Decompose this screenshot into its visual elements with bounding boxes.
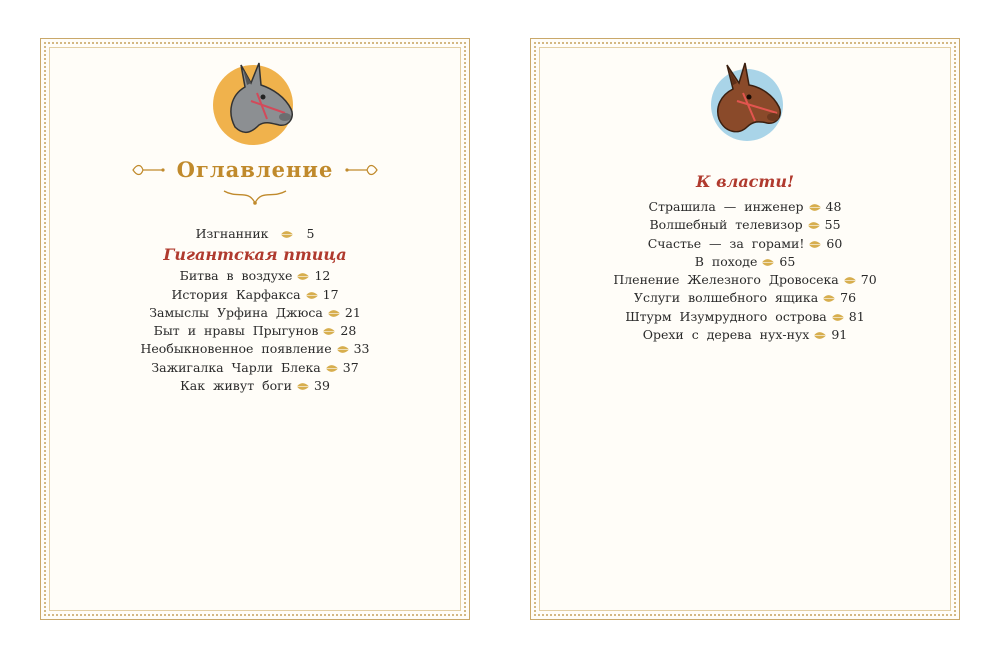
left-page (40, 38, 470, 620)
toc-entry[interactable] (531, 271, 959, 289)
toc-entry[interactable] (41, 267, 469, 285)
grey-mule-head-icon (207, 57, 303, 147)
entry-page: 65 (779, 253, 796, 269)
entry-page: 17 (322, 286, 339, 302)
entry-title: В походе (694, 253, 758, 269)
entry-title: Быт и нравы Прыгунов (153, 323, 319, 339)
toc-entry[interactable] (41, 286, 469, 304)
toc-entry[interactable] (41, 377, 469, 395)
flourish-left-icon (131, 162, 165, 178)
toc-entry[interactable] (531, 198, 959, 216)
toc-entry[interactable] (41, 340, 469, 358)
entry-page: 48 (825, 199, 842, 214)
entry-page: 55 (824, 217, 841, 233)
leaf-ornament-icon (761, 258, 775, 267)
toc-entry[interactable] (531, 326, 959, 344)
toc-entry[interactable] (531, 289, 959, 307)
toc-entry[interactable] (531, 308, 959, 326)
entry-page: 33 (353, 341, 370, 357)
toc-entry[interactable] (531, 216, 959, 234)
flourish-right-icon (345, 162, 379, 178)
toc-entry[interactable] (41, 322, 469, 340)
entry-page: 28 (340, 323, 357, 339)
entry-title: Страшила — инженер (648, 199, 804, 214)
entry-title: Орехи с дерева нух-нух (642, 327, 810, 343)
leaf-ornament-icon (822, 294, 836, 303)
entry-title: Штурм Изумрудного острова (625, 308, 827, 324)
section-title: К власти! (695, 172, 795, 191)
entry-page: 60 (826, 235, 843, 251)
leaf-ornament-icon (322, 327, 336, 336)
entry-title: История Карфакса (171, 286, 301, 302)
toc-list (531, 170, 959, 344)
entry-title: Счастье — за горами! (647, 235, 805, 251)
toc-entry[interactable] (531, 253, 959, 271)
entry-page: 5 (306, 226, 315, 241)
leaf-ornament-icon (325, 364, 339, 373)
leaf-ornament-icon (296, 272, 310, 281)
right-page (530, 38, 960, 620)
flourish-underline-icon (220, 185, 290, 207)
entry-title: Зажигалка Чарли Блека (151, 359, 321, 375)
leaf-ornament-icon (808, 240, 822, 249)
leaf-ornament-icon (327, 309, 341, 318)
leaf-ornament-icon (813, 331, 827, 340)
entry-title: Необыкновенное появление (140, 341, 332, 357)
brown-mule-head-icon (697, 57, 793, 147)
leaf-ornament-icon (808, 203, 822, 212)
entry-page: 76 (840, 290, 857, 306)
toc-list (41, 225, 469, 395)
entry-title: Волшебный телевизор (649, 217, 803, 233)
entry-title: Битва в воздухе (179, 268, 293, 284)
entry-title: Услуги волшебного ящика (633, 290, 819, 306)
toc-entry[interactable] (531, 235, 959, 253)
section-title: Гигантская птица (163, 245, 347, 265)
entry-page: 21 (344, 304, 361, 320)
leaf-ornament-icon (305, 291, 319, 300)
entry-page: 39 (314, 378, 330, 394)
entry-page: 70 (860, 272, 877, 288)
entry-title: Изгнанник (195, 226, 269, 241)
entry-page: 91 (831, 327, 848, 343)
toc-entry[interactable] (41, 304, 469, 322)
leaf-ornament-icon (280, 230, 294, 239)
leaf-ornament-icon (843, 276, 857, 285)
leaf-ornament-icon (807, 221, 821, 230)
toc-entry[interactable] (41, 225, 469, 243)
entry-page: 81 (848, 308, 865, 324)
entry-page: 12 (314, 268, 331, 284)
leaf-ornament-icon (831, 313, 845, 322)
toc-heading-row (41, 157, 469, 182)
entry-title: Замыслы Урфина Джюса (149, 304, 323, 320)
leaf-ornament-icon (336, 345, 350, 354)
leaf-ornament-icon (296, 382, 310, 391)
page-title: Оглавление (176, 157, 334, 182)
entry-page: 37 (342, 359, 359, 375)
entry-title: Пленение Железного Дровосека (613, 272, 839, 288)
entry-title: Как живут боги (180, 378, 293, 394)
toc-entry[interactable] (41, 359, 469, 377)
